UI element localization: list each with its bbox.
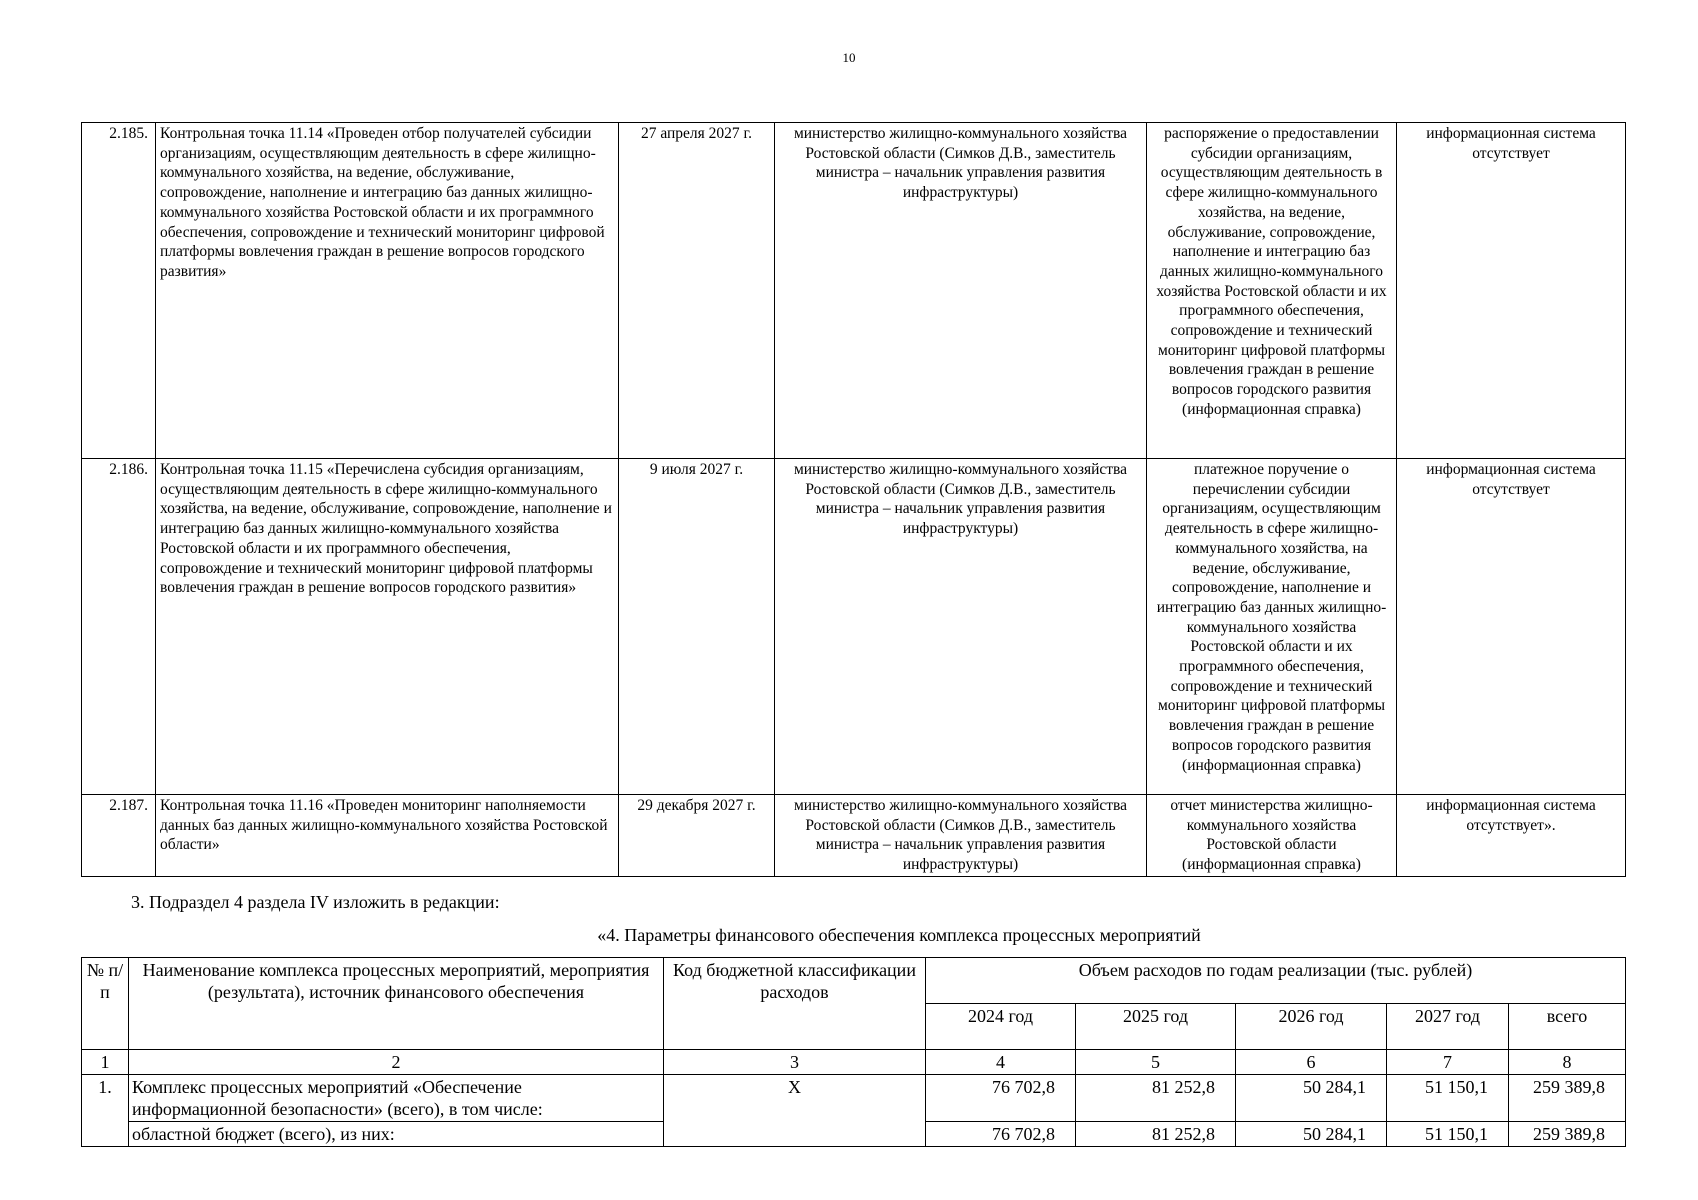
value-cell: 51 150,1 xyxy=(1387,1075,1509,1122)
column-number: 2 xyxy=(129,1050,664,1075)
control-points-table xyxy=(81,122,1626,877)
value-cell: 76 702,8 xyxy=(926,1075,1076,1122)
control-point-date: 9 июля 2027 г. xyxy=(619,459,775,795)
control-point-date: 27 апреля 2027 г. xyxy=(619,123,775,459)
column-number: 7 xyxy=(1387,1050,1509,1075)
header-year: 2027 год xyxy=(1387,1004,1509,1050)
confirming-document: платежное поручение о перечислении субсидии организациям, осуществляющим деятельность в сфере жилищно-коммунального хозяйства, на ведение, обслуживание, сопровождение, наполнение и интеграцию баз данных жилищно-коммунального хозяйства Ростовской области и их программного обеспечения, сопровождение и технический мониторинг цифровой платформы вовлечения граждан в решение вопросов городского развития (информационная справка) xyxy=(1147,459,1397,795)
control-point-date: 29 декабря 2027 г. xyxy=(619,795,775,877)
header-year: 2026 год xyxy=(1236,1004,1387,1050)
value-cell: 81 252,8 xyxy=(1076,1075,1236,1122)
header-volume: Объем расходов по годам реализации (тыс. рублей) xyxy=(926,958,1626,1004)
value-cell: 51 150,1 xyxy=(1387,1122,1509,1147)
control-point-name: Контрольная точка 11.14 «Проведен отбор получателей субсидии организациям, осуществляющим деятельность в сфере жилищно-коммунального хозяйства, на ведение, обслуживание, сопровождение, наполнение и интеграцию баз данных жилищно-коммунального хозяйства Ростовской области и их программного обеспечения, сопровождение и технический мониторинг цифровой платформы вовлечения граждан в решение вопросов городского развития» xyxy=(156,123,619,459)
confirming-document: распоряжение о предоставлении субсидии организациям, осуществляющим деятельность в сфере жилищно-коммунального хозяйства, на ведение, обслуживание, сопровождение, наполнение и интеграцию баз данных жилищно-коммунального хозяйства Ростовской области и их программного обеспечения, сопровождение и технический мониторинг цифровой платформы вовлечения граждан в решение вопросов городского развития (информационная справка) xyxy=(1147,123,1397,459)
table-row xyxy=(82,1075,1626,1122)
column-number: 6 xyxy=(1236,1050,1387,1075)
section-title: «4. Параметры финансового обеспечения комплекса процессных мероприятий xyxy=(597,925,1201,945)
value-cell: 50 284,1 xyxy=(1236,1075,1387,1122)
table-row xyxy=(82,795,1626,877)
row-number: 2.187. xyxy=(82,795,156,877)
value-cell: 76 702,8 xyxy=(926,1122,1076,1147)
header-num: № п/п xyxy=(82,958,129,1050)
row-number: 1. xyxy=(82,1075,129,1147)
header-total: всего xyxy=(1509,1004,1626,1050)
value-cell: 81 252,8 xyxy=(1076,1122,1236,1147)
header-code: Код бюджетной классификации расходов xyxy=(664,958,926,1050)
value-cell: 259 389,8 xyxy=(1509,1122,1626,1147)
column-number: 8 xyxy=(1509,1050,1626,1075)
confirming-document: отчет министерства жилищно-коммунального хозяйства Ростовской области (информационная справка) xyxy=(1147,795,1397,877)
column-number: 1 xyxy=(82,1050,129,1075)
financing-table xyxy=(81,957,1626,1147)
value-cell: 50 284,1 xyxy=(1236,1122,1387,1147)
column-numbers-row xyxy=(82,1050,1626,1075)
responsible-executor: министерство жилищно-коммунального хозяйства Ростовской области (Симков Д.В., заместитель министра – начальник управления развития инфраструктуры) xyxy=(775,459,1147,795)
information-system: информационная система отсутствует xyxy=(1397,459,1626,795)
row-number: 2.185. xyxy=(82,123,156,459)
header-year: 2024 год xyxy=(926,1004,1076,1050)
responsible-executor: министерство жилищно-коммунального хозяйства Ростовской области (Симков Д.В., заместитель министра – начальник управления развития инфраструктуры) xyxy=(775,123,1147,459)
row-number: 2.186. xyxy=(82,459,156,795)
paragraph-3: 3. Подраздел 4 раздела IV изложить в редакции: xyxy=(131,892,500,912)
table-row xyxy=(82,123,1626,459)
column-number: 3 xyxy=(664,1050,926,1075)
row-name: областной бюджет (всего), из них: xyxy=(129,1122,664,1147)
header-name: Наименование комплекса процессных мероприятий, мероприятия (результата), источник финансового обеспечения xyxy=(129,958,664,1050)
information-system: информационная система отсутствует xyxy=(1397,123,1626,459)
page-number: 10 xyxy=(842,50,856,65)
value-cell: 259 389,8 xyxy=(1509,1075,1626,1122)
header-row xyxy=(82,958,1626,1004)
column-number: 4 xyxy=(926,1050,1076,1075)
row-name: Комплекс процессных мероприятий «Обеспечение информационной безопасности» (всего), в том числе: xyxy=(129,1075,664,1122)
row-code: Х xyxy=(664,1075,926,1147)
control-point-name: Контрольная точка 11.16 «Проведен мониторинг наполняемости данных баз данных жилищно-коммунального хозяйства Ростовской области» xyxy=(156,795,619,877)
information-system: информационная система отсутствует». xyxy=(1397,795,1626,877)
responsible-executor: министерство жилищно-коммунального хозяйства Ростовской области (Симков Д.В., заместитель министра – начальник управления развития инфраструктуры) xyxy=(775,795,1147,877)
table-row xyxy=(82,459,1626,795)
header-year: 2025 год xyxy=(1076,1004,1236,1050)
control-point-name: Контрольная точка 11.15 «Перечислена субсидия организациям, осуществляющим деятельность в сфере жилищно-коммунального хозяйства, на ведение, обслуживание, сопровождение, наполнение и интеграцию баз данных жилищно-коммунального хозяйства Ростовской области и их программного обеспечения, сопровождение и технический мониторинг цифровой платформы вовлечения граждан в решение вопросов городского развития» xyxy=(156,459,619,795)
column-number: 5 xyxy=(1076,1050,1236,1075)
